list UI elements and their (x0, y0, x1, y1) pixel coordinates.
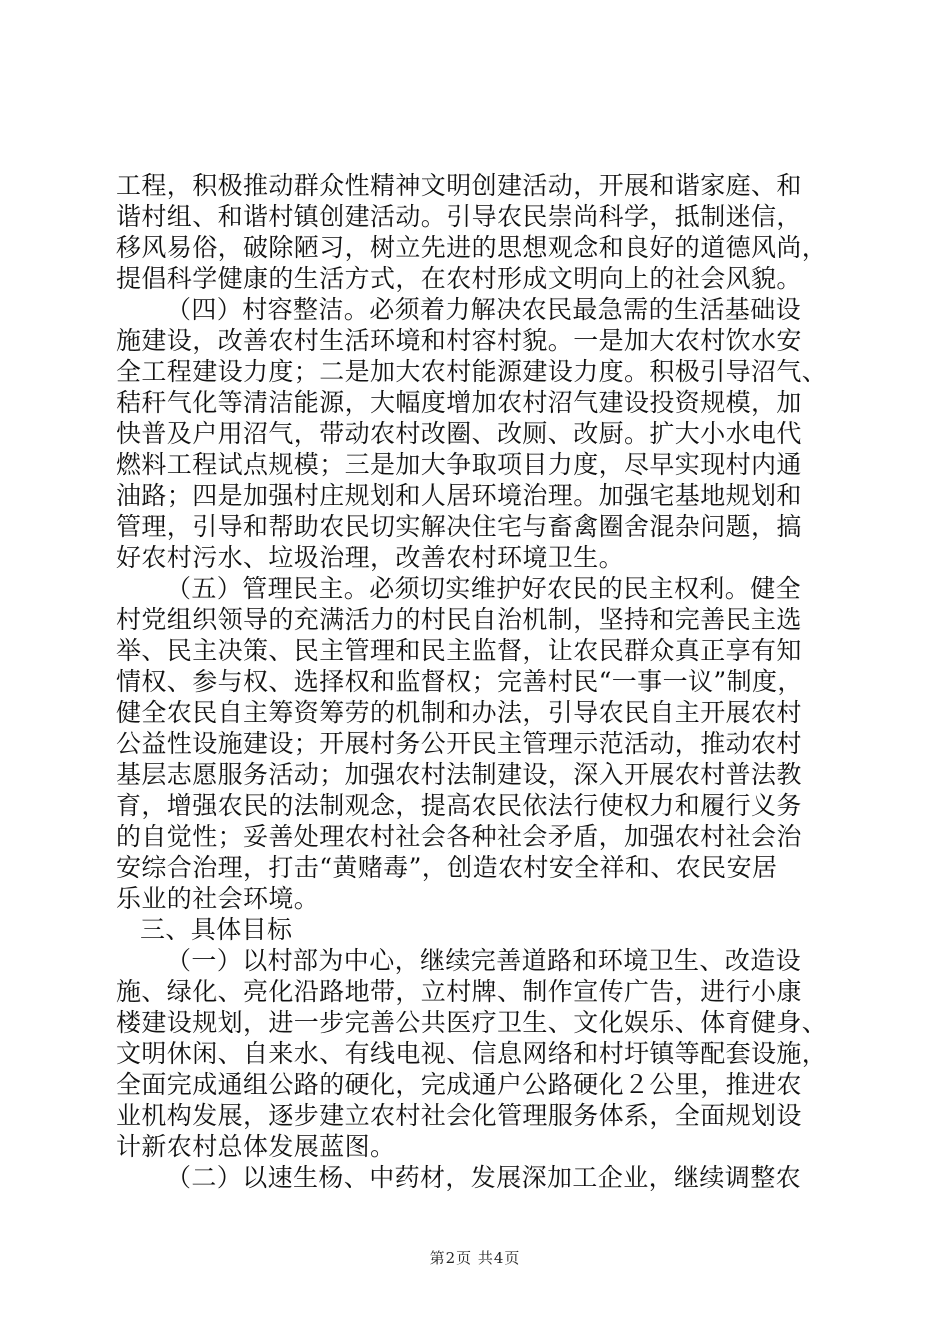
body-line: 文明休闲、自来水、有线电视、信息网络和村圩镇等配套设施， (116, 1039, 828, 1068)
page-number-footer: 第2页 共4页 (429, 1249, 521, 1267)
body-line: 全工程建设力度；二是加大农村能源建设力度。积极引导沼气、 (116, 357, 828, 386)
body-line: 谐村组、和谐村镇创建活动。引导农民崇尚科学，抵制迷信， (116, 202, 802, 231)
body-line: 施、绿化、亮化沿路地带，立村牌、制作宣传广告，进行小康 (116, 977, 802, 1006)
body-line: （一）以村部为中心，继续完善道路和环境卫生、改造设 (166, 946, 802, 975)
body-line: 快普及户用沼气，带动农村改圈、改厕、改厨。扩大小水电代 (116, 419, 802, 448)
body-line: 提倡科学健康的生活方式，在农村形成文明向上的社会风貌。 (116, 264, 802, 293)
body-line: （四）村容整洁。必须着力解决农民最急需的生活基础设 (166, 295, 802, 324)
body-line: 秸秆气化等清洁能源，大幅度增加农村沼气建设投资规模，加 (116, 388, 802, 417)
body-line: 基层志愿服务活动；加强农村法制建设，深入开展农村普法教 (116, 760, 802, 789)
body-line: 举、民主决策、民主管理和民主监督，让农民群众真正享有知 (116, 636, 802, 665)
body-line: 乐业的社会环境。 (116, 884, 320, 913)
body-line: （五）管理民主。必须切实维护好农民的民主权利。健全 (166, 574, 802, 603)
body-line: 管理，引导和帮助农民切实解决住宅与畜禽圈舍混杂问题，搞 (116, 512, 802, 541)
body-line: 健全农民自主筹资筹劳的机制和办法，引导农民自主开展农村 (116, 698, 802, 727)
body-line: 工程，积极推动群众性精神文明创建活动，开展和谐家庭、和 (116, 171, 802, 200)
body-line: 村党组织领导的充满活力的村民自治机制，坚持和完善民主选 (116, 605, 802, 634)
body-line: 燃料工程试点规模；三是加大争取项目力度，尽早实现村内通 (116, 450, 802, 479)
body-line: 公益性设施建设；开展村务公开民主管理示范活动，推动农村 (116, 729, 802, 758)
body-line: 全面完成通组公路的硬化，完成通户公路硬化２公里，推进农 (116, 1070, 802, 1099)
body-line: 油路；四是加强村庄规划和人居环境治理。加强宅基地规划和 (116, 481, 802, 510)
body-line: 育，增强农民的法制观念，提高农民依法行使权力和履行义务 (116, 791, 802, 820)
body-line: 移风易俗，破除陋习，树立先进的思想观念和良好的道德风尚， (116, 233, 828, 262)
section-heading: 三、具体目标 (140, 915, 293, 944)
body-line: 楼建设规划，进一步完善公共医疗卫生、文化娱乐、体育健身、 (116, 1008, 828, 1037)
body-line: 计新农村总体发展蓝图。 (116, 1132, 396, 1161)
body-line: 安综合治理，打击“黄赌毒”，创造农村安全祥和、农民安居 (116, 853, 778, 882)
body-line: 情权、参与权、选择权和监督权；完善村民“一事一议”制度， (116, 667, 803, 696)
body-line: （二）以速生杨、中药材，发展深加工企业，继续调整农 (166, 1163, 802, 1192)
body-line: 的自觉性；妥善处理农村社会各种社会矛盾，加强农村社会治 (116, 822, 802, 851)
body-line: 业机构发展，逐步建立农村社会化管理服务体系，全面规划设 (116, 1101, 802, 1130)
body-line: 施建设，改善农村生活环境和村容村貌。一是加大农村饮水安 (116, 326, 802, 355)
body-line: 好农村污水、垃圾治理，改善农村环境卫生。 (116, 543, 625, 572)
